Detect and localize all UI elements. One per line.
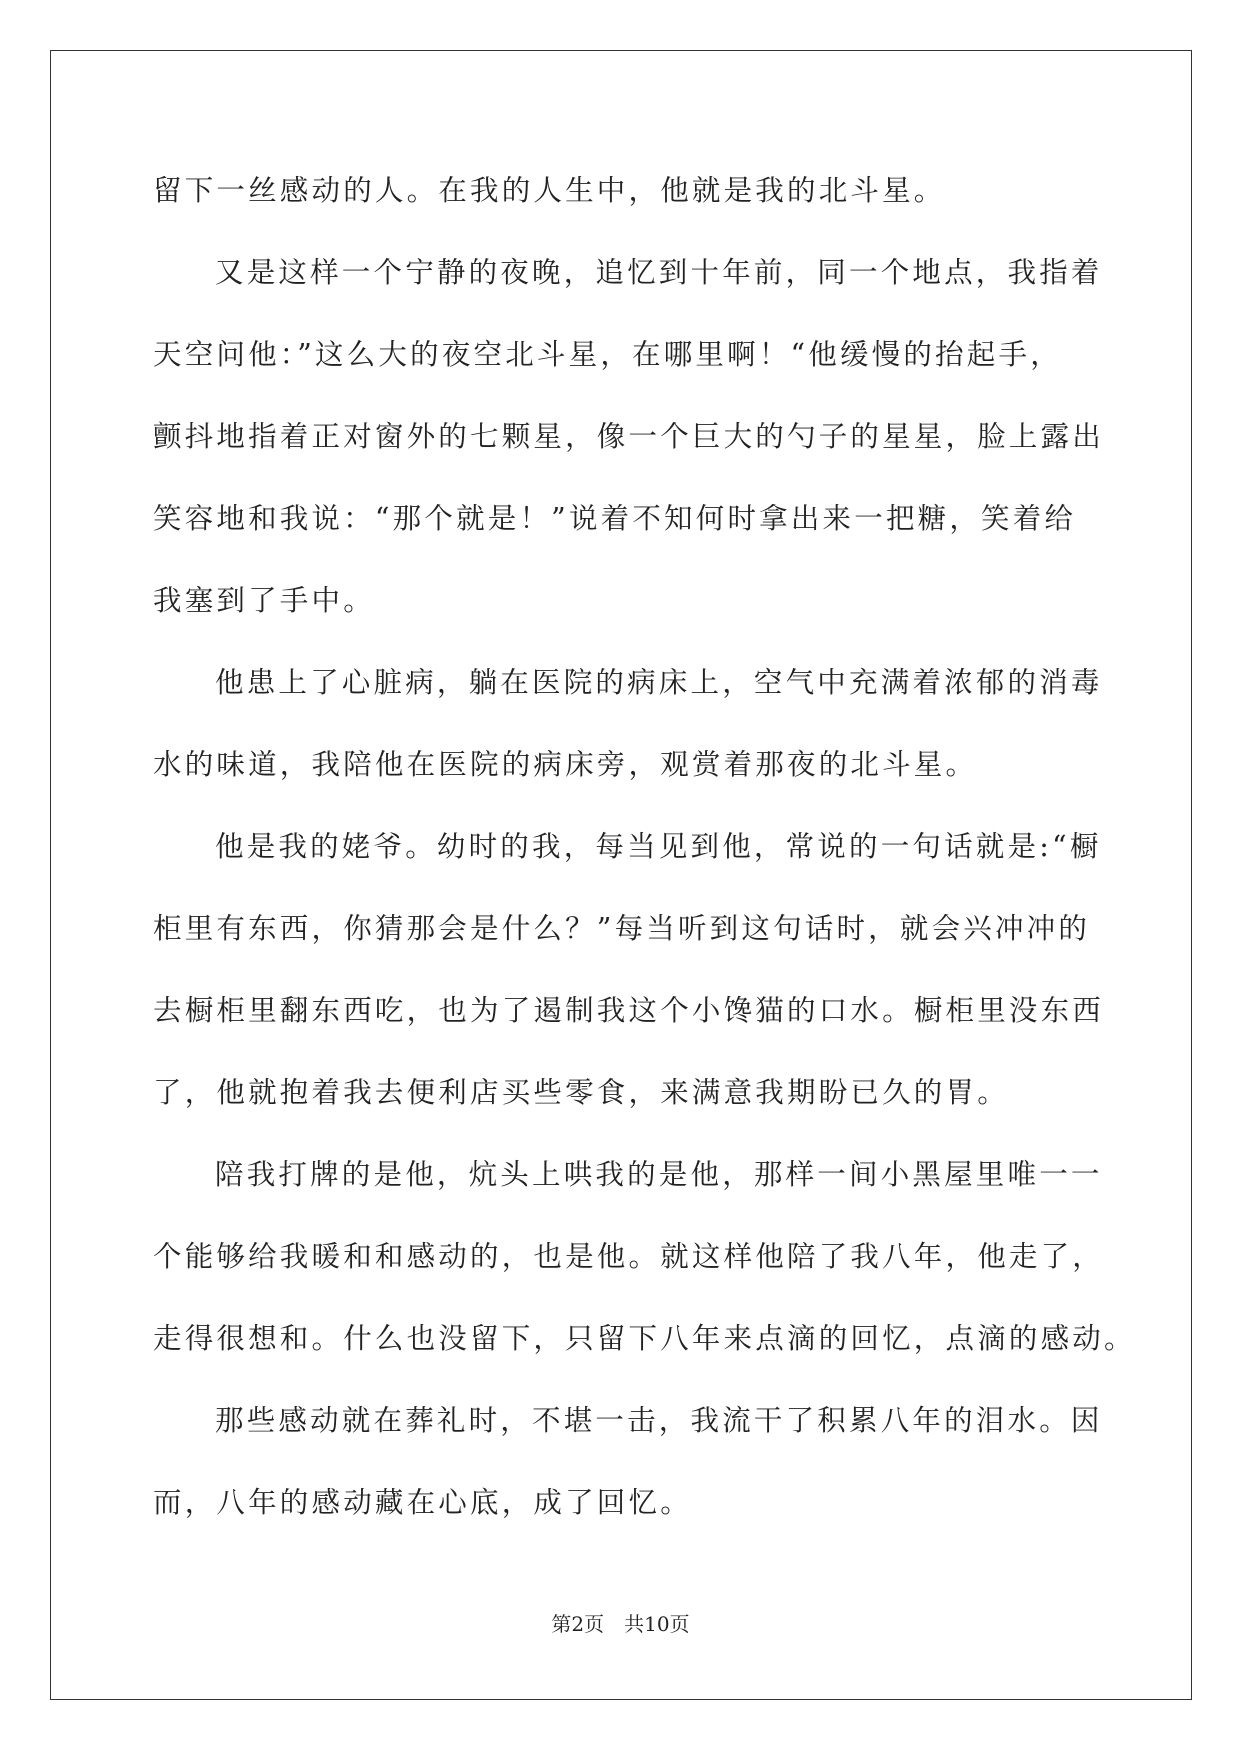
text-line: 个能够给我暖和和感动的，也是他。就这样他陪了我八年，他走了，: [153, 1240, 1105, 1273]
text-line: 水的味道，我陪他在医院的病床旁，观赏着那夜的北斗星。: [153, 748, 978, 781]
text-line: 天空问他：”这么大的夜空北斗星，在哪里啊！“他缓慢的抬起手，: [153, 338, 1062, 371]
document-body: [153, 165, 1136, 1559]
text-line: 他患上了心脏病，躺在医院的病床上，空气中充满着浓郁的消毒: [215, 666, 1103, 699]
text-line: 走得很想和。什么也没留下，只留下八年来点滴的回忆，点滴的感动。: [153, 1322, 1136, 1355]
text-line: 颤抖地指着正对窗外的七颗星，像一个巨大的勺子的星星，脸上露出: [153, 420, 1105, 453]
text-line: 又是这样一个宁静的夜晚，追忆到十年前，同一个地点，我指着: [215, 256, 1103, 289]
text-line: 陪我打牌的是他，炕头上哄我的是他，那样一间小黑屋里唯一一: [215, 1158, 1103, 1191]
text-line: 而，八年的感动藏在心底，成了回忆。: [153, 1486, 692, 1519]
text-line: 那些感动就在葬礼时，不堪一击，我流干了积累八年的泪水。因: [215, 1404, 1103, 1437]
text-line: 我塞到了手中。: [153, 584, 375, 617]
text-line: 柜里有东西，你猜那会是什么？”每当听到这句话时，就会兴冲冲的: [153, 912, 1091, 945]
text-line: 了，他就抱着我去便利店买些零食，来满意我期盼已久的胃。: [153, 1076, 1009, 1109]
text-line: 留下一丝感动的人。在我的人生中，他就是我的北斗星。: [153, 174, 946, 207]
text-line: 去橱柜里翻东西吃，也为了遏制我这个小馋猫的口水。橱柜里没东西: [153, 994, 1105, 1027]
text-line: 他是我的姥爷。幼时的我，每当见到他，常说的一句话就是:“橱: [215, 830, 1102, 863]
text-line: 笑容地和我说：“那个就是！”说着不知何时拿出来一把糖，笑着给: [153, 502, 1077, 535]
page-number-footer: 第2页 共10页: [551, 1612, 690, 1636]
